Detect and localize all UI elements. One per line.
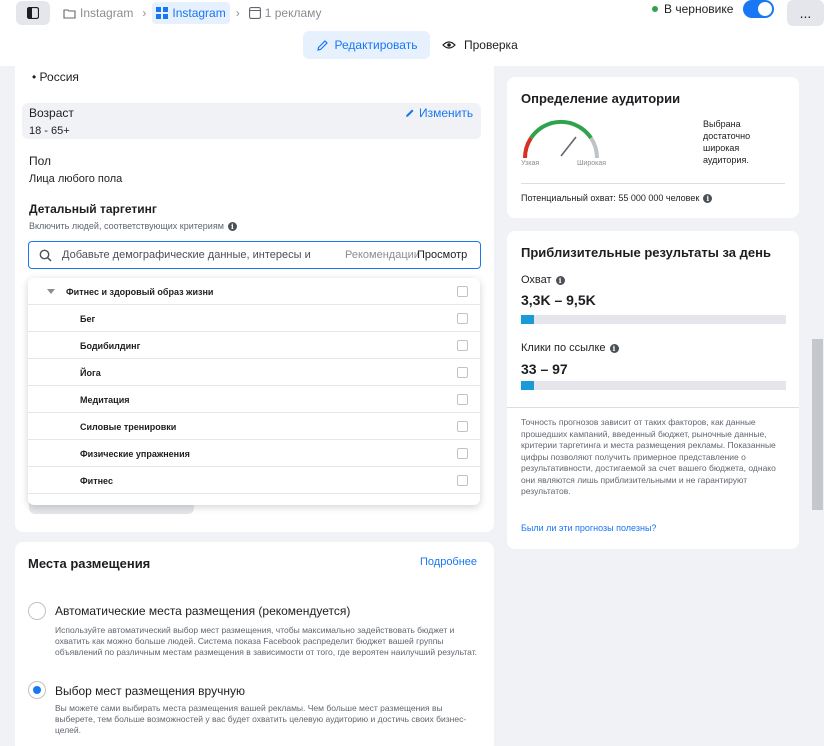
placements-title: Места размещения	[28, 556, 151, 571]
scrollbar-thumb[interactable]	[812, 339, 823, 510]
status-badge	[652, 0, 733, 18]
automatic-placements-description: Используйте автоматический выбор мест размещения, чтобы максимально задействовать бюджет и охватить как можно больше людей. Система показа Facebook распределит бюджет вашей группы объявлений по различным местам размещения в зависимости от того, где вероятен наилучший результат.	[55, 625, 478, 657]
reach-metric-label	[521, 274, 565, 286]
folder-icon	[63, 8, 76, 19]
dropdown-item-label: Силовые тренировки	[80, 422, 177, 432]
edit-age-label: Изменить	[419, 106, 474, 120]
potential-reach	[521, 193, 712, 203]
suggestions-link[interactable]: Рекомендации	[345, 249, 420, 261]
dropdown-category-label: Фитнес и здоровый образ жизни	[66, 287, 214, 297]
gauge-wide-label: Широкая	[577, 160, 607, 167]
breadcrumb	[60, 2, 325, 24]
reach-metric-label-text: Охват	[521, 274, 552, 286]
audience-gauge	[519, 118, 603, 162]
item-checkbox[interactable]	[457, 475, 468, 486]
top-bar	[0, 0, 824, 66]
search-placeholder: Добавьте демографические данные, интересы и	[62, 249, 311, 261]
dropdown-item-label: Бег	[80, 314, 96, 324]
dropdown-item[interactable]	[28, 386, 480, 413]
audience-description: Выбрана достаточно широкая аудитория.	[703, 119, 751, 165]
feedback-link[interactable]: Были ли эти прогнозы полезны?	[521, 523, 657, 533]
toggle-knob	[758, 2, 772, 16]
edit-age-link[interactable]	[405, 106, 473, 120]
gender-label: Пол	[29, 154, 52, 168]
detailed-targeting-subtitle-text: Включить людей, соответствующих критериям	[29, 221, 224, 231]
search-icon	[39, 249, 52, 262]
edit-button-label: Редактировать	[334, 38, 418, 52]
dropdown-category-row[interactable]	[28, 278, 480, 305]
dropdown-item[interactable]	[28, 413, 480, 440]
category-checkbox[interactable]	[457, 286, 468, 297]
detailed-targeting-label: Детальный таргетинг	[29, 202, 157, 216]
chevron-right-icon: ›	[142, 6, 147, 20]
pencil-icon	[316, 39, 329, 52]
caret-down-icon	[47, 289, 55, 294]
review-button-label: Проверка	[464, 38, 518, 52]
dropdown-item-label: Йога	[80, 368, 101, 378]
item-checkbox[interactable]	[457, 367, 468, 378]
chevron-right-icon: ›	[235, 6, 240, 20]
audience-definition-title: Определение аудитории	[521, 91, 681, 106]
info-icon[interactable]: i	[556, 276, 565, 285]
review-button[interactable]	[442, 31, 518, 59]
dropdown-item-label: Медитация	[80, 395, 130, 405]
dropdown-item-label: Физические упражнения	[80, 449, 190, 459]
dropdown-item[interactable]	[28, 467, 480, 494]
item-checkbox[interactable]	[457, 340, 468, 351]
breadcrumb-ad[interactable]	[246, 2, 325, 24]
breadcrumb-campaign[interactable]	[60, 2, 136, 24]
item-checkbox[interactable]	[457, 421, 468, 432]
more-options-button[interactable]: ...	[787, 0, 824, 26]
gender-value: Лица любого пола	[29, 173, 123, 185]
ad-icon	[249, 7, 261, 19]
eye-icon	[442, 40, 456, 50]
age-value: 18 - 65+	[29, 125, 70, 137]
dropdown-item[interactable]	[28, 359, 480, 386]
location-country: Россия	[39, 70, 79, 84]
divider	[507, 407, 799, 408]
divider	[521, 183, 785, 184]
automatic-placements-title[interactable]: Автоматические места размещения (рекомендуется)	[55, 604, 351, 618]
clicks-metric-label	[521, 342, 619, 354]
automatic-placements-radio[interactable]	[28, 602, 46, 620]
gauge-narrow-label: Узкая	[521, 160, 540, 167]
reach-progress-bar	[521, 315, 786, 324]
item-checkbox[interactable]	[457, 394, 468, 405]
clicks-metric-label-text: Клики по ссылке	[521, 342, 606, 354]
manual-placements-radio[interactable]	[28, 681, 46, 699]
reach-progress-fill	[521, 315, 534, 324]
dropdown-item[interactable]	[28, 440, 480, 467]
publish-toggle[interactable]	[743, 0, 774, 18]
item-checkbox[interactable]	[457, 448, 468, 459]
gauge-needle	[561, 137, 576, 156]
estimate-disclaimer: Точность прогнозов зависит от таких факторов, как данные прошедших кампаний, введенный бюджет, рыночные данные, критерии таргетинга и места размещения рекламы. Показанные цифры позволяют получить примерное представление о результативности, достигаемой за счет вашего бюджета, однако они являются лишь приблизительными и не гарантируют результатов.	[521, 417, 776, 496]
grid-icon	[156, 7, 168, 19]
breadcrumb-campaign-label: Instagram	[80, 6, 134, 20]
breadcrumb-adset-label: Instagram	[172, 6, 226, 20]
dropdown-item[interactable]	[28, 305, 480, 332]
potential-reach-text: Потенциальный охват: 55 000 000 человек	[521, 193, 700, 203]
estimated-results-card	[507, 231, 799, 549]
clicks-progress-fill	[521, 381, 534, 390]
edit-button[interactable]	[303, 31, 430, 59]
status-dot-icon	[652, 6, 658, 12]
browse-link[interactable]: Просмотр	[417, 249, 468, 261]
targeting-dropdown	[28, 278, 480, 505]
info-icon[interactable]: i	[228, 222, 237, 231]
info-icon[interactable]: i	[610, 344, 619, 353]
dropdown-item-label: Бодибилдинг	[80, 341, 141, 351]
detailed-targeting-search-input[interactable]	[28, 241, 481, 269]
clicks-progress-bar	[521, 381, 786, 390]
manual-placements-title[interactable]: Выбор мест размещения вручную	[55, 684, 245, 698]
reach-metric-value: 3,3K – 9,5K	[521, 292, 596, 308]
age-label: Возраст	[29, 106, 74, 120]
breadcrumb-ad-label: 1 рекламу	[264, 6, 322, 20]
dropdown-item-label: Фитнес	[80, 476, 113, 486]
estimated-results-title: Приблизительные результаты за день	[521, 245, 771, 260]
sidebar-panel-icon	[27, 7, 39, 19]
dropdown-item[interactable]	[28, 332, 480, 359]
location-item: • Россия	[32, 70, 79, 84]
manual-placements-description: Вы можете сами выбирать места размещения вашей рекламы. Чем больше мест размещения вы выберете, тем больше возможностей у вас будет охватить целевую аудиторию и достичь своих бизнес-целей.	[55, 703, 467, 735]
placements-learn-more-link[interactable]: Подробнее	[420, 556, 478, 568]
clicks-metric-value: 33 – 97	[521, 361, 568, 377]
status-label: В черновике	[664, 2, 734, 16]
item-checkbox[interactable]	[457, 313, 468, 324]
audience-definition-card	[507, 77, 799, 218]
info-icon[interactable]: i	[703, 194, 712, 203]
panel-toggle-button[interactable]	[16, 1, 50, 25]
pencil-icon	[405, 108, 415, 118]
detailed-targeting-subtitle	[29, 221, 237, 231]
breadcrumb-adset[interactable]	[152, 2, 229, 24]
placements-card	[15, 542, 494, 746]
